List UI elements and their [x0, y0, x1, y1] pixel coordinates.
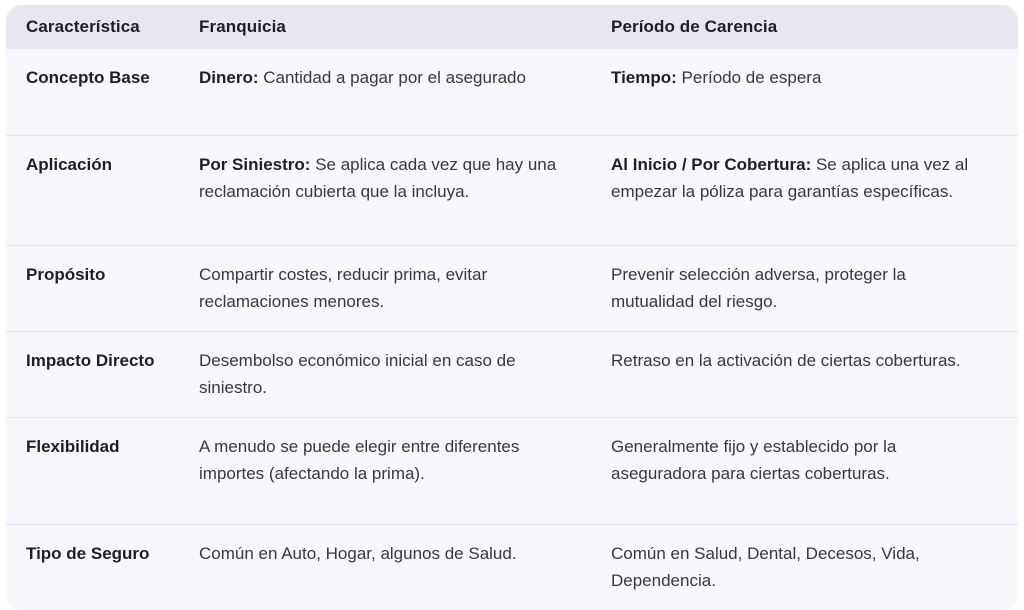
carencia-cell	[611, 540, 1004, 594]
cell-body-text: Retraso en la activación de ciertas coberturas.	[611, 351, 961, 370]
cell-body-text: Se aplica una vez al empezar la póliza para garantías específicas.	[611, 155, 969, 201]
cell-body-text: Período de espera	[676, 68, 822, 87]
cell-body-text: Común en Auto, Hogar, algunos de Salud.	[199, 544, 517, 563]
feature-cell: Concepto Base	[26, 68, 150, 87]
table-row	[6, 49, 1018, 136]
cell-body-text: Desembolso económico inicial en caso de siniestro.	[199, 351, 516, 397]
table-row	[6, 246, 1018, 332]
cell-lead-text: Dinero:	[199, 68, 259, 87]
cell-body-text: Común en Salud, Dental, Decesos, Vida, Dependencia.	[611, 544, 920, 590]
franquicia-cell	[199, 347, 611, 401]
franquicia-cell	[199, 261, 611, 315]
franquicia-cell	[199, 540, 611, 594]
carencia-cell	[611, 151, 1004, 229]
cell-lead-text: Al Inicio / Por Cobertura:	[611, 155, 812, 174]
cell-lead-text: Tiempo:	[611, 68, 677, 87]
column-header-caracteristica: Característica	[26, 17, 140, 36]
cell-body-text: Compartir costes, reducir prima, evitar reclamaciones menores.	[199, 265, 488, 311]
franquicia-cell	[199, 433, 611, 508]
table-header-row	[6, 5, 1018, 49]
table-row	[6, 525, 1018, 610]
carencia-cell	[611, 433, 1004, 508]
comparison-table	[6, 5, 1018, 610]
cell-body-text: Prevenir selección adversa, proteger la mutualidad del riesgo.	[611, 265, 906, 311]
franquicia-cell	[199, 151, 611, 229]
table-row	[6, 136, 1018, 246]
feature-cell: Propósito	[26, 265, 106, 284]
carencia-cell	[611, 64, 1004, 119]
feature-cell: Flexibilidad	[26, 437, 120, 456]
carencia-cell	[611, 261, 1004, 315]
carencia-cell	[611, 347, 1004, 401]
feature-cell: Impacto Directo	[26, 351, 155, 370]
franquicia-cell	[199, 64, 611, 119]
table-row	[6, 332, 1018, 418]
feature-cell: Aplicación	[26, 155, 112, 174]
cell-body-text: Generalmente fijo y establecido por la aseguradora para ciertas coberturas.	[611, 437, 897, 483]
cell-body-text: A menudo se puede elegir entre diferentes importes (afectando la prima).	[199, 437, 520, 483]
column-header-franquicia: Franquicia	[199, 17, 286, 36]
cell-body-text: Cantidad a pagar por el asegurado	[258, 68, 526, 87]
table-row	[6, 418, 1018, 525]
cell-lead-text: Por Siniestro:	[199, 155, 311, 174]
feature-cell: Tipo de Seguro	[26, 544, 150, 563]
column-header-periodo-de-carencia: Período de Carencia	[611, 17, 778, 36]
cell-body-text: Se aplica cada vez que hay una reclamación cubierta que la incluya.	[199, 155, 557, 201]
